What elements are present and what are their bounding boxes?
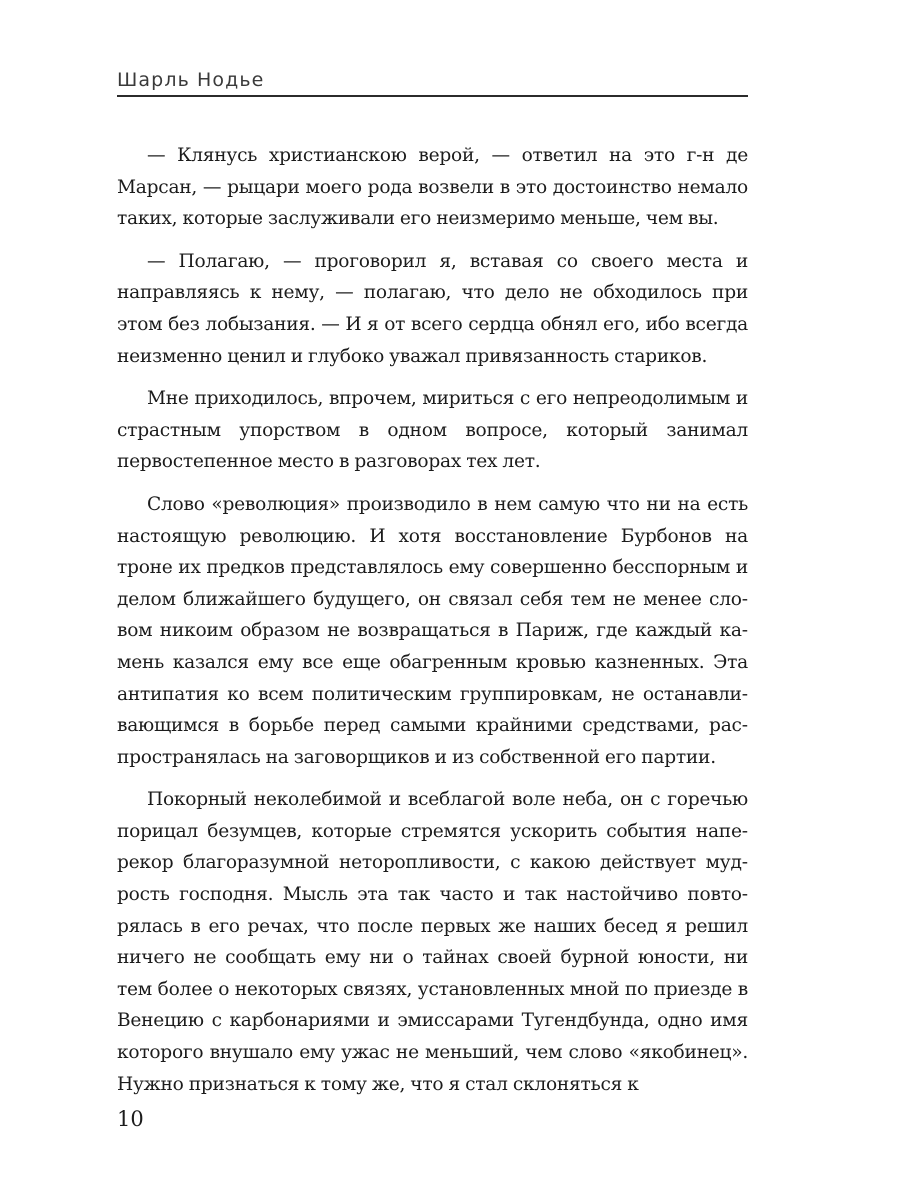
body-text — [117, 140, 748, 1111]
paragraph: Слово «революция» производило в нем самую что ни на есть настоящую революцию. И хотя восстановление Бурбонов на троне их предков представлялось ему совершенно бесспорным и делом ближайшего будущего, он связал себя тем не менее словом никоим образом не возвращаться в Париж, где каждый камень казался ему все еще обагренным кровью казненных. Эта антипатия ко всем политическим группировкам, не останавливающимся в борьбе перед самыми крайними средствами, распространялась на заговорщиков и из собственной его партии. — [117, 493, 748, 768]
paragraph: — Клянусь христианскою верой, — ответил на это г-н де Марсан, — рыцари моего рода возвели в это достоинство немало таких, которые заслуживали его неизмеримо меньше, чем вы. — [117, 145, 748, 230]
running-head-author: Шарль Нодье — [117, 69, 265, 91]
paragraph: Покорный неколебимой и всеблагой воле неба, он с горечью порицал безумцев, которые стремятся ускорить события наперекор благоразумной неторопливости, с какою действует мудрость господня. Мысль эта так часто и так настойчиво повторялась в его речах, что после первых же наших бесед я решил ничего не сообщать ему ни о тайнах своей бурной юности, ни тем более о некоторых связях, установленных мной по приезде в Венецию с карбонариями и эмиссарами Тугендбунда, одно имя которого внушало ему ужас не меньший, чем слово «якобинец». Нужно признаться к тому же, что я стал склоняться к — [117, 789, 748, 1095]
page-number: 10 — [117, 1107, 144, 1131]
paragraph: — Полагаю, — проговорил я, вставая со своего места и направляясь к нему, — полагаю, что дело не обходилось при этом без лобызания. — И я от всего сердца обнял его, ибо всегда неизменно ценил и глубоко уважал привязанность стариков. — [117, 250, 748, 367]
header-rule — [117, 95, 748, 97]
paragraph: Мне приходилось, впрочем, мириться с его непреодолимым и страстным упорством в одном вопросе, который занимал первостепенное место в разговорах тех лет. — [117, 388, 748, 473]
